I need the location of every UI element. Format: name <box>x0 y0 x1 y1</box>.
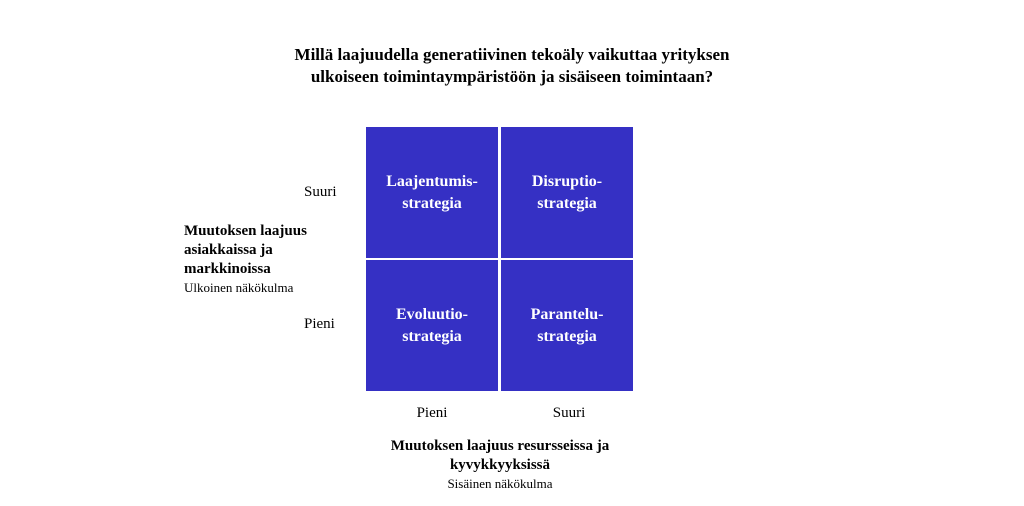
y-axis-title-line: Muutoksen laajuus <box>184 223 307 239</box>
diagram-title <box>212 44 812 88</box>
title-line-2: ulkoiseen toimintaympäristöön ja sisäiseen toimintaan? <box>310 67 714 86</box>
quadrant-label-line: Disruptio- <box>531 172 603 190</box>
quadrant-top-right <box>501 127 633 258</box>
quadrant-label-line: strategia <box>537 194 597 212</box>
quadrant-bottom-left <box>366 260 498 391</box>
quadrant-bottom-right <box>501 260 633 391</box>
y-axis-title-line: asiakkaissa ja <box>184 242 273 258</box>
x-axis-subtitle: Sisäinen näkökulma <box>447 476 553 491</box>
quadrant-label-line: Laajentumis- <box>386 172 478 190</box>
title-line-1: Millä laajuudella generatiivinen tekoäly vaikuttaa yrityksen <box>294 45 730 64</box>
quadrant-label-line: Evoluutio- <box>395 305 468 323</box>
y-axis-title <box>184 222 307 297</box>
quadrant-label-line: strategia <box>402 194 462 212</box>
y-axis-high-label: Suuri <box>304 184 337 200</box>
quadrant-label-line: strategia <box>537 327 597 345</box>
x-axis-low-label: Pieni <box>416 405 448 421</box>
x-axis-high-label: Suuri <box>552 405 586 421</box>
y-axis-low-label: Pieni <box>304 316 335 332</box>
x-axis-title-line: kyvykkyyksissä <box>449 457 551 473</box>
quadrant-label-line: strategia <box>402 327 462 345</box>
quadrant-top-left <box>366 127 498 258</box>
y-axis-title-line: markkinoissa <box>184 261 271 277</box>
quadrant-label-line: Parantelu- <box>530 305 604 323</box>
y-axis-subtitle: Ulkoinen näkökulma <box>184 280 294 295</box>
x-axis-title-line: Muutoksen laajuus resursseissa ja <box>390 438 610 454</box>
x-axis-title <box>332 437 668 493</box>
